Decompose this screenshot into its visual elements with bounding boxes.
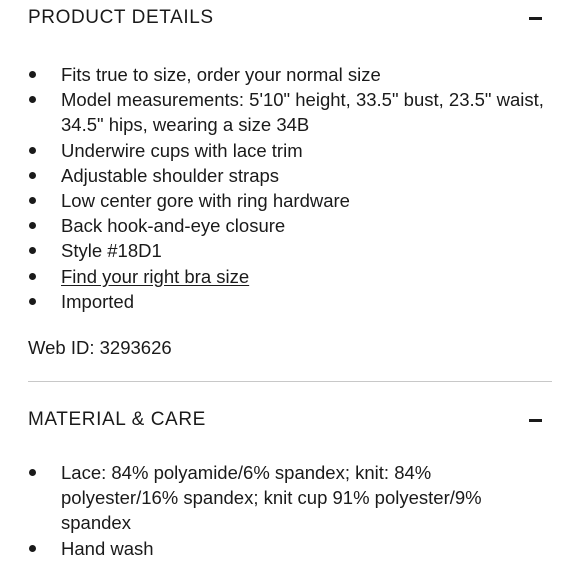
list-item [28,62,552,87]
bullet-icon [29,71,36,78]
material-care-header[interactable] [28,408,552,432]
list-item [28,460,552,536]
list-item-text: Back hook-and-eye closure [61,215,286,237]
section-divider [28,381,552,382]
list-item-text: Adjustable shoulder straps [61,164,280,186]
list-item-text: Imported [61,290,135,312]
list-item-text: Model measurements: 5'10" height, 33.5" bust, 23.5" waist, 34.5" hips, wearing a size 34B [61,89,544,136]
list-item-text: Underwire cups with lace trim [61,139,303,161]
product-details-section [28,6,552,360]
bra-size-link[interactable]: Find your right bra size [61,265,250,287]
bullet-icon [29,298,36,305]
material-care-list [28,460,552,561]
bullet-icon [29,469,36,476]
list-item [28,264,552,289]
bullet-icon [29,222,36,229]
list-item [28,213,552,238]
list-item-text: Style #18D1 [61,240,162,262]
list-item [28,188,552,213]
web-id: Web ID: 3293626 [28,337,172,359]
bullet-icon [29,172,36,179]
bullet-icon [29,247,36,254]
bullet-icon [29,96,36,103]
bullet-icon [29,197,36,204]
list-item [28,238,552,263]
list-item [28,138,552,163]
bullet-icon [29,147,36,154]
list-item [28,163,552,188]
list-item [28,289,552,314]
material-care-title: MATERIAL & CARE [28,409,206,430]
list-item-text: Low center gore with ring hardware [61,190,350,212]
list-item-text: Hand wash [61,537,154,559]
product-details-header[interactable] [28,6,552,30]
bullet-icon [29,545,36,552]
list-item [28,87,552,137]
product-details-title: PRODUCT DETAILS [28,7,214,28]
material-care-section [28,408,552,561]
list-item-text: Fits true to size, order your normal size [61,64,381,85]
list-item [28,536,552,561]
bullet-icon [29,273,36,280]
minus-icon[interactable] [529,419,542,422]
minus-icon[interactable] [529,17,542,20]
list-item-text: Lace: 84% polyamide/6% spandex; knit: 84% polyester/16% spandex; knit cup 91% polyester/9% spandex [61,462,482,534]
product-details-list [28,62,552,314]
